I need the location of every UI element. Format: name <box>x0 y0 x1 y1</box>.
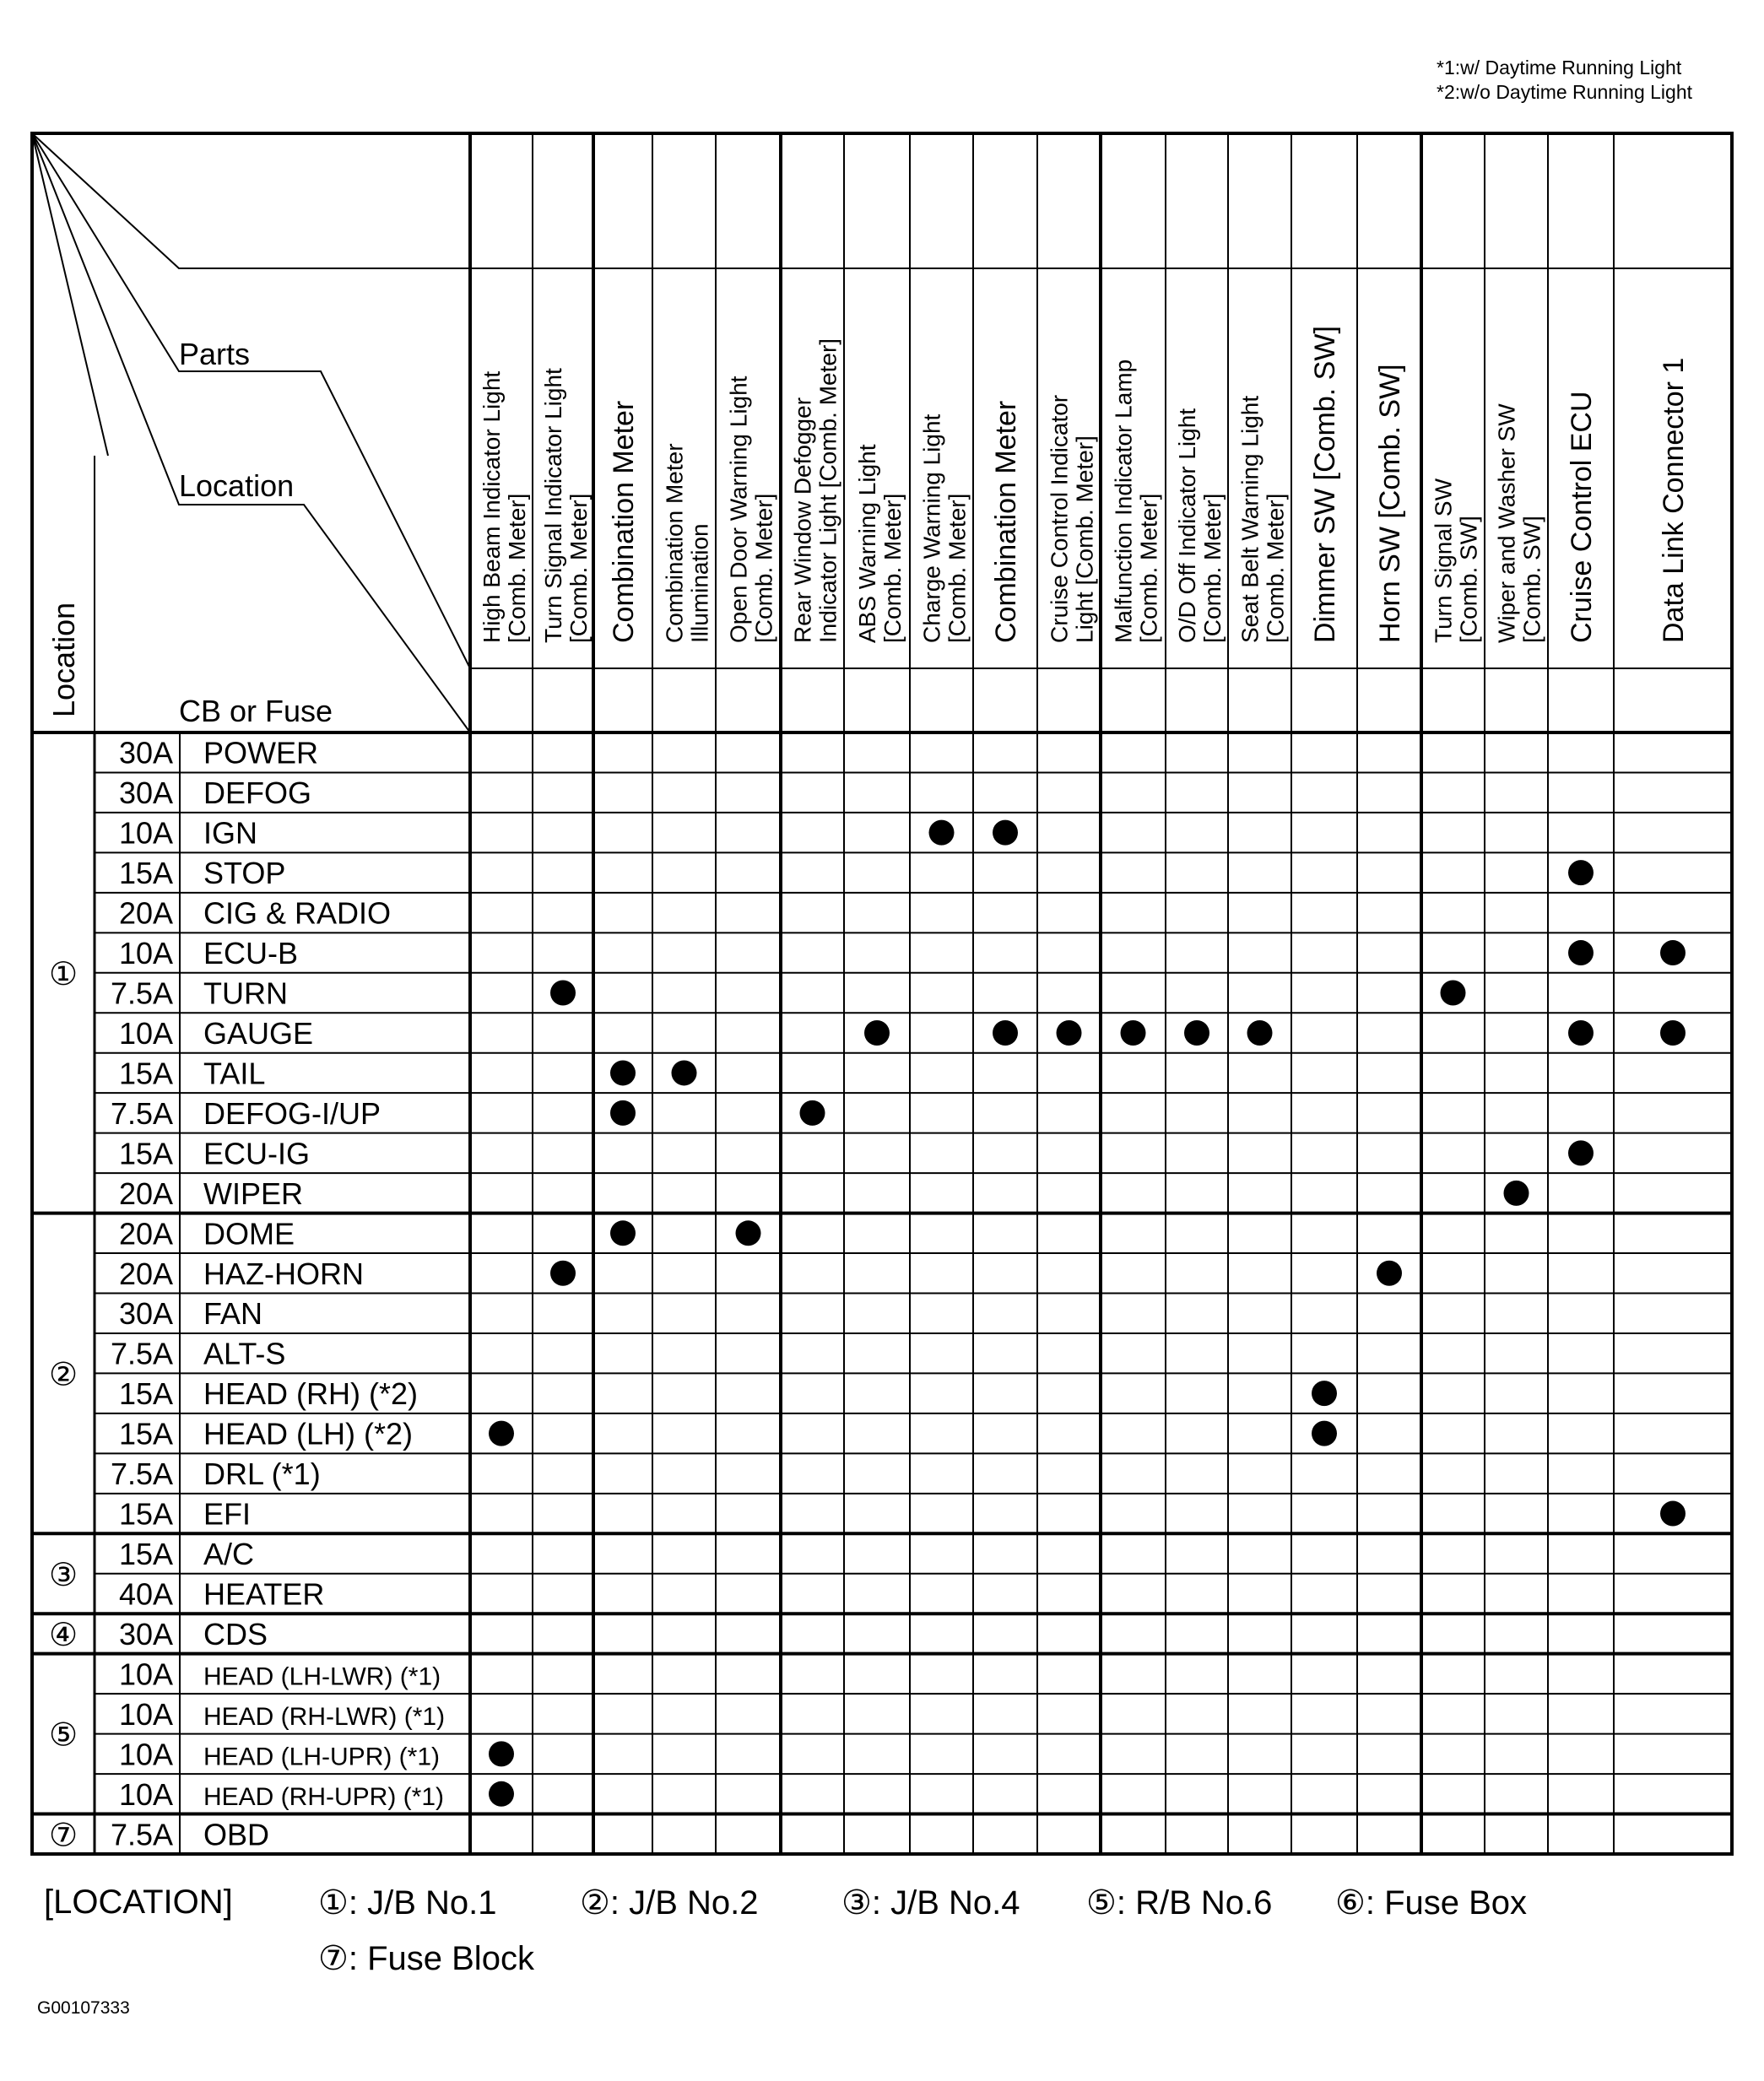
header-diagonal-lines <box>32 133 470 732</box>
fuse-amperage: 15A <box>118 1376 173 1412</box>
legend-item: ⑤: R/B No.6 <box>1086 1884 1273 1922</box>
fuse-amperage: 10A <box>118 1776 173 1812</box>
fuse-amperage: 7.5A <box>110 1095 173 1131</box>
connection-dot <box>1184 1020 1209 1046</box>
fuse-name: HEAD (LH-LWR) (*1) <box>203 1662 441 1691</box>
location-group-label: ⑤ <box>48 1717 78 1754</box>
fuse-amperage: 15A <box>118 1416 173 1451</box>
connection-dot <box>610 1060 636 1085</box>
connection-dot <box>1441 981 1466 1006</box>
fuse-amperage: 7.5A <box>110 1457 173 1492</box>
connection-dot <box>864 1020 890 1046</box>
column-header-text: [Comb. Meter] <box>750 493 777 643</box>
fuse-name: HEAD (RH-LWR) (*1) <box>203 1702 446 1731</box>
column-header-text: Combination Meter <box>661 443 688 643</box>
footnote-1: *1:w/ Daytime Running Light <box>1437 57 1682 78</box>
legend-item: ⑥: Fuse Box <box>1335 1884 1528 1922</box>
location-group-labels <box>49 957 78 1853</box>
fuse-amperage: 15A <box>118 1056 173 1091</box>
connection-dot <box>672 1060 697 1085</box>
fuse-name: TURN <box>203 976 288 1011</box>
connection-dot <box>1247 1020 1273 1046</box>
fuse-amperage: 10A <box>118 1737 173 1772</box>
diagonal-line <box>32 133 470 732</box>
fuse-name: DEFOG-I/UP <box>203 1095 381 1131</box>
connection-dot <box>610 1220 636 1246</box>
connection-dot <box>800 1100 825 1126</box>
column-header-text: Charge Warning Light <box>918 413 945 643</box>
fuse-name: A/C <box>203 1537 255 1572</box>
fuse-amperage: 10A <box>118 1657 173 1692</box>
fuse-name: HAZ-HORN <box>203 1256 364 1291</box>
fuse-name: FAN <box>203 1296 263 1332</box>
legend-item: ③: J/B No.4 <box>841 1884 1020 1922</box>
fuse-amperage: 10A <box>118 1015 173 1051</box>
column-header-text: Turn Signal Indicator Light <box>540 368 566 643</box>
parts-label: Parts <box>179 337 251 371</box>
location-group-label: ③ <box>48 1557 78 1593</box>
connection-dot <box>610 1100 636 1126</box>
column-header-text: Seat Belt Warning Light <box>1236 395 1263 643</box>
connection-dots <box>489 820 1686 1807</box>
column-header-text: [Comb. Meter] <box>504 493 530 643</box>
column-header-text: Dimmer SW [Comb. SW] <box>1309 326 1341 643</box>
connection-dot <box>1377 1261 1402 1286</box>
fuse-name: IGN <box>203 815 258 851</box>
location-group-label: ① <box>48 956 78 992</box>
fuse-amperage: 20A <box>118 1176 173 1211</box>
fuse-amperage: 30A <box>118 1616 173 1651</box>
fuse-name: DRL (*1) <box>203 1457 321 1492</box>
column-header-text: Malfunction Indicator Lamp <box>1110 359 1137 643</box>
connection-dot <box>1568 1140 1594 1165</box>
fuse-name: CIG & RADIO <box>203 895 392 931</box>
fuse-name: POWER <box>203 735 319 770</box>
fuse-amperage: 30A <box>118 735 173 770</box>
column-header-text: [Comb. Meter] <box>879 493 906 643</box>
column-header-text: Open Door Warning Light <box>725 376 752 643</box>
fuse-name: WIPER <box>203 1176 304 1211</box>
connection-dot <box>736 1220 761 1246</box>
connection-dot <box>1660 1020 1686 1046</box>
connection-dot <box>489 1421 514 1446</box>
fuse-amperage: 15A <box>118 856 173 891</box>
connection-dot <box>550 1261 576 1286</box>
column-header-text: Rear Window Defogger <box>789 397 816 643</box>
column-header-text: [Comb. Meter] <box>944 493 971 643</box>
fuse-name: ECU-B <box>203 936 299 971</box>
column-header-text: Horn SW [Comb. SW] <box>1374 364 1406 643</box>
column-header-text: Wiper and Washer SW <box>1493 403 1520 643</box>
column-header-text: Cruise Control Indicator <box>1046 394 1073 643</box>
column-header-text: Illumination <box>686 523 713 643</box>
fuse-name: TAIL <box>203 1056 266 1091</box>
column-header-text: [Comb. Meter] <box>1262 493 1289 643</box>
fuse-name: ALT-S <box>203 1336 286 1371</box>
location-group-label: ④ <box>48 1617 78 1653</box>
fuse-name: HEAD (LH-UPR) (*1) <box>203 1743 441 1771</box>
fuse-amperage: 10A <box>118 815 173 851</box>
connection-dot <box>993 820 1018 846</box>
fuse-name: ECU-IG <box>203 1136 310 1171</box>
column-header-text: Indicator Light [Comb. Meter] <box>814 338 841 643</box>
connection-dot <box>489 1781 514 1807</box>
fuse-name: CDS <box>203 1616 268 1651</box>
location-group-label: ⑦ <box>48 1818 78 1854</box>
fuse-name: OBD <box>203 1817 270 1852</box>
fuse-name: HEATER <box>203 1576 325 1612</box>
column-header-text: [Comb. Meter] <box>1135 493 1162 643</box>
fuse-amperage: 7.5A <box>110 1336 173 1371</box>
column-header-text: High Beam Indicator Light <box>479 370 505 643</box>
column-header-text: Light [Comb. Meter] <box>1071 435 1098 643</box>
footnote-2: *2:w/o Daytime Running Light <box>1437 81 1692 103</box>
fuse-name: DEFOG <box>203 776 312 811</box>
connection-dot <box>1057 1020 1082 1046</box>
column-header-text: Cruise Control ECU <box>1566 391 1598 643</box>
connection-dot <box>1121 1020 1146 1046</box>
fuse-name: GAUGE <box>203 1015 314 1051</box>
column-header-text: ABS Warning Light <box>854 444 880 643</box>
legend-title: [LOCATION] <box>44 1884 233 1921</box>
connection-dot <box>1504 1181 1529 1206</box>
connection-dot <box>929 820 955 846</box>
connection-dot <box>1568 940 1594 965</box>
connection-dot <box>1660 1501 1686 1527</box>
connection-dot <box>1312 1381 1337 1406</box>
fuse-amperage: 15A <box>118 1136 173 1171</box>
column-headers <box>479 326 1690 643</box>
column-header-text: [Comb. SW] <box>1518 516 1545 643</box>
connection-dot <box>1312 1421 1337 1446</box>
diagonal-line <box>32 133 470 268</box>
column-header-text: Combination Meter <box>990 400 1022 643</box>
fuse-amperage: 20A <box>118 1216 173 1251</box>
location-label: Location <box>179 468 295 503</box>
location-group-label: ② <box>48 1357 78 1393</box>
column-header-text: [Comb. Meter] <box>1199 493 1226 643</box>
fuse-amperage: 7.5A <box>110 1817 173 1852</box>
fuse-name: EFI <box>203 1496 252 1532</box>
fuse-name: STOP <box>203 856 286 891</box>
fuse-amperage: 30A <box>118 776 173 811</box>
fuse-name: DOME <box>203 1216 295 1251</box>
connection-dot <box>993 1020 1018 1046</box>
fuse-label: CB or Fuse <box>179 694 333 728</box>
fuse-amperage: 10A <box>118 1696 173 1732</box>
legend-item: ②: J/B No.2 <box>580 1884 759 1922</box>
fuse-amperage: 30A <box>118 1296 173 1332</box>
fuse-amperage: 15A <box>118 1537 173 1572</box>
connection-dot <box>1568 860 1594 885</box>
fuse-amperage: 10A <box>118 936 173 971</box>
column-header-text: [Comb. Meter] <box>565 493 592 643</box>
fuse-amperage: 20A <box>118 1256 173 1291</box>
connection-dot <box>1568 1020 1594 1046</box>
diagonal-line <box>32 133 470 668</box>
connection-dot <box>550 981 576 1006</box>
fuse-amperage: 40A <box>118 1576 173 1612</box>
fuse-amperage: 15A <box>118 1496 173 1532</box>
location-axis-label: Location <box>46 602 81 717</box>
connection-dot <box>1660 940 1686 965</box>
fuse-amperage: 7.5A <box>110 976 173 1011</box>
column-header-text: [Comb. SW] <box>1455 516 1482 643</box>
column-header-text: Combination Meter <box>608 400 640 643</box>
fuse-name: HEAD (RH) (*2) <box>203 1376 419 1412</box>
figure-id: G00107333 <box>37 1998 130 2018</box>
fuse-name: HEAD (RH-UPR) (*1) <box>203 1782 444 1811</box>
fuse-name: HEAD (LH) (*2) <box>203 1416 414 1451</box>
column-header-text: Data Link Connector 1 <box>1658 357 1690 643</box>
legend-item: ⑦: Fuse Block <box>318 1940 534 1977</box>
column-header-text: O/D Off Indicator Light <box>1174 408 1200 643</box>
fuse-amperage: 20A <box>118 895 173 931</box>
connection-dot <box>489 1741 514 1766</box>
column-header-text: Turn Signal SW <box>1430 478 1457 643</box>
legend-item: ①: J/B No.1 <box>318 1884 497 1922</box>
